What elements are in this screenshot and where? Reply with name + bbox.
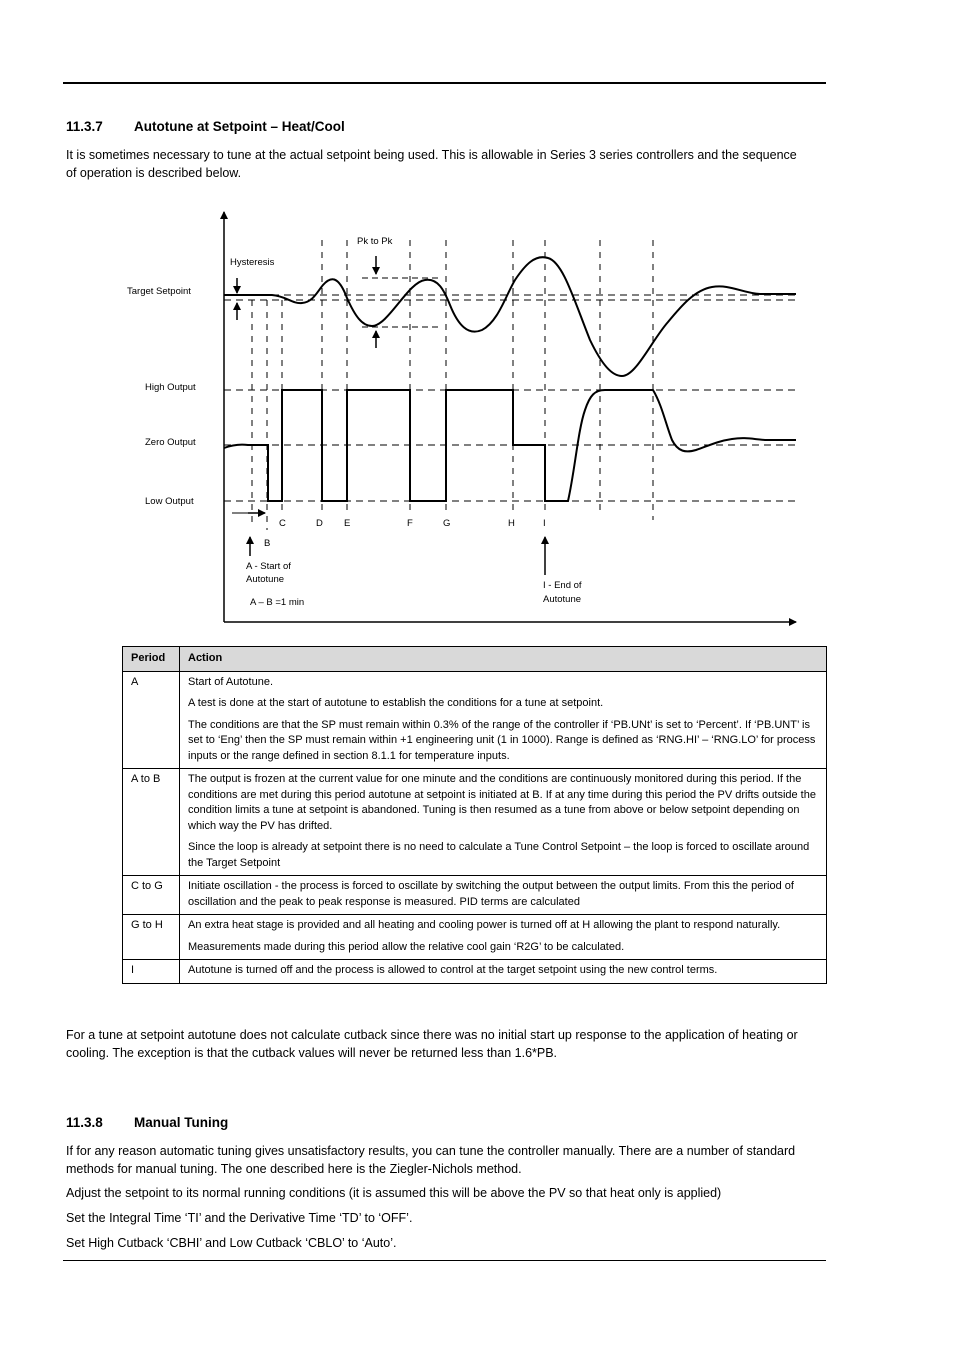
period-cell: G to H <box>123 915 180 960</box>
label-zero-output: Zero Output <box>145 437 196 448</box>
action-cell <box>180 876 827 915</box>
label-a-to-b: A – B =1 min <box>250 597 305 608</box>
section-title: Autotune at Setpoint – Heat/Cool <box>134 119 345 134</box>
action-text: Autotune is turned off and the process is allowed to control at the target setpoint using the new control terms. <box>188 964 718 976</box>
label-pk-to-pk: Pk to Pk <box>357 236 393 247</box>
manual-paragraph: If for any reason automatic tuning gives unsatisfactory results, you can tune the controller manually. There are a number of standard methods for manual tuning. The one described here is the Ziegler-Nichols method. <box>66 1144 796 1176</box>
intro-paragraph: It is sometimes necessary to tune at the actual setpoint being used. This is allowable in Series 3 series controllers and the sequence of operation is described below. <box>66 148 797 180</box>
time-markers <box>252 240 653 530</box>
action-cell <box>180 769 827 876</box>
label-i-end-line1: I - End of <box>543 580 582 591</box>
label-high-output: High Output <box>145 382 196 393</box>
period-cell: I <box>123 960 180 984</box>
label-target-setpoint: Target Setpoint <box>127 286 191 297</box>
action-text: Since the loop is already at setpoint there is no need to calculate a Tune Control Setpoint – the loop is forced to oscillate around the Target Setpoint <box>188 841 810 869</box>
autotune-periods-table <box>122 646 827 984</box>
period-cell: C to G <box>123 876 180 915</box>
label-e: E <box>344 518 351 529</box>
period-cell: A <box>123 671 180 769</box>
label-i-end-line2: Autotune <box>543 594 582 605</box>
label-i: I <box>543 518 546 529</box>
action-text: Start of Autotune. <box>188 675 274 688</box>
action-text: An extra heat stage is provided and all heating and cooling power is turned off at H allowing the plant to respond naturally. <box>188 919 781 931</box>
action-text: The output is frozen at the current value for one minute and the conditions are continuously monitored during this period. If the conditions are met during this period autotune at setpoint is initiated at B. If at any time during this period the PV drifts outside the condition limits a tune at setpoint is abandoned. Tuning is then resumed as a tune from above or below setpoint depending on which way the PV has drifted. <box>188 773 816 832</box>
reference-lines <box>224 295 796 501</box>
action-text: A test is done at the start of autotune to establish the conditions for a tune at setpoint. <box>188 697 604 709</box>
label-a-start-line1: A - Start of <box>246 561 291 572</box>
label-b: B <box>264 538 271 549</box>
table-row <box>123 876 827 915</box>
label-f: F <box>407 518 413 529</box>
manual-paragraph: Adjust the setpoint to its normal running conditions (it is assumed this will be above the PV so that heat only is applied) <box>66 1186 722 1200</box>
table-row <box>123 915 827 960</box>
table-row <box>123 960 827 984</box>
footer-rule <box>63 1260 826 1261</box>
label-h: H <box>508 518 515 529</box>
action-cell <box>180 915 827 960</box>
table-row <box>123 769 827 876</box>
section-heading-manual <box>66 1115 228 1130</box>
period-cell: A to B <box>123 769 180 876</box>
section-number: 11.3.8 <box>66 1115 103 1130</box>
manual-paragraph: Set High Cutback ‘CBHI’ and Low Cutback ‘CBLO’ to ‘Auto’. <box>66 1236 397 1250</box>
action-cell <box>180 960 827 984</box>
action-cell <box>180 671 827 769</box>
header-action: Action <box>180 647 827 672</box>
label-g: G <box>443 518 451 529</box>
autotune-diagram <box>0 0 954 640</box>
section-number: 11.3.7 <box>66 119 103 134</box>
label-c: C <box>279 518 286 529</box>
manual-paragraph: Set the Integral Time ‘TI’ and the Derivative Time ‘TD’ to ‘OFF’. <box>66 1211 413 1225</box>
peak-reference-lines <box>362 278 440 327</box>
action-text: Initiate oscillation - the process is forced to oscillate by switching the output between the output limits. From this the period of oscillation and the peak to peak response is measured. PID terms are calculated <box>188 880 794 908</box>
table-header-row <box>123 647 827 672</box>
label-hysteresis: Hysteresis <box>230 257 275 268</box>
section-title: Manual Tuning <box>134 1115 229 1130</box>
header-period: Period <box>123 647 180 672</box>
label-a-start-line2: Autotune <box>246 574 285 585</box>
table-row <box>123 671 827 769</box>
label-low-output: Low Output <box>145 496 194 507</box>
label-d: D <box>316 518 323 529</box>
cutback-paragraph: For a tune at setpoint autotune does not calculate cutback since there was no initial start up response to the application of heating or cooling. The exception is that the cutback values will never be returned less than 1.6*PB. <box>66 1028 798 1060</box>
pv-curve <box>224 257 796 376</box>
action-text: The conditions are that the SP must remain within 0.3% of the range of the controller if ‘PB.UNt’ is set to ‘Percent’. If ‘PB.UNT’ is set to ‘Eng’ then the SP must remain within +1 engineering unit (1 in 1000). Range is defined as ‘RNG.HI’ – ‘RNG.LO’ for process inputs or the range defined in section 8.1.1 for temperature inputs. <box>188 718 816 762</box>
action-text: Measurements made during this period allow the relative cool gain ‘R2G’ to be calculated. <box>188 940 625 953</box>
